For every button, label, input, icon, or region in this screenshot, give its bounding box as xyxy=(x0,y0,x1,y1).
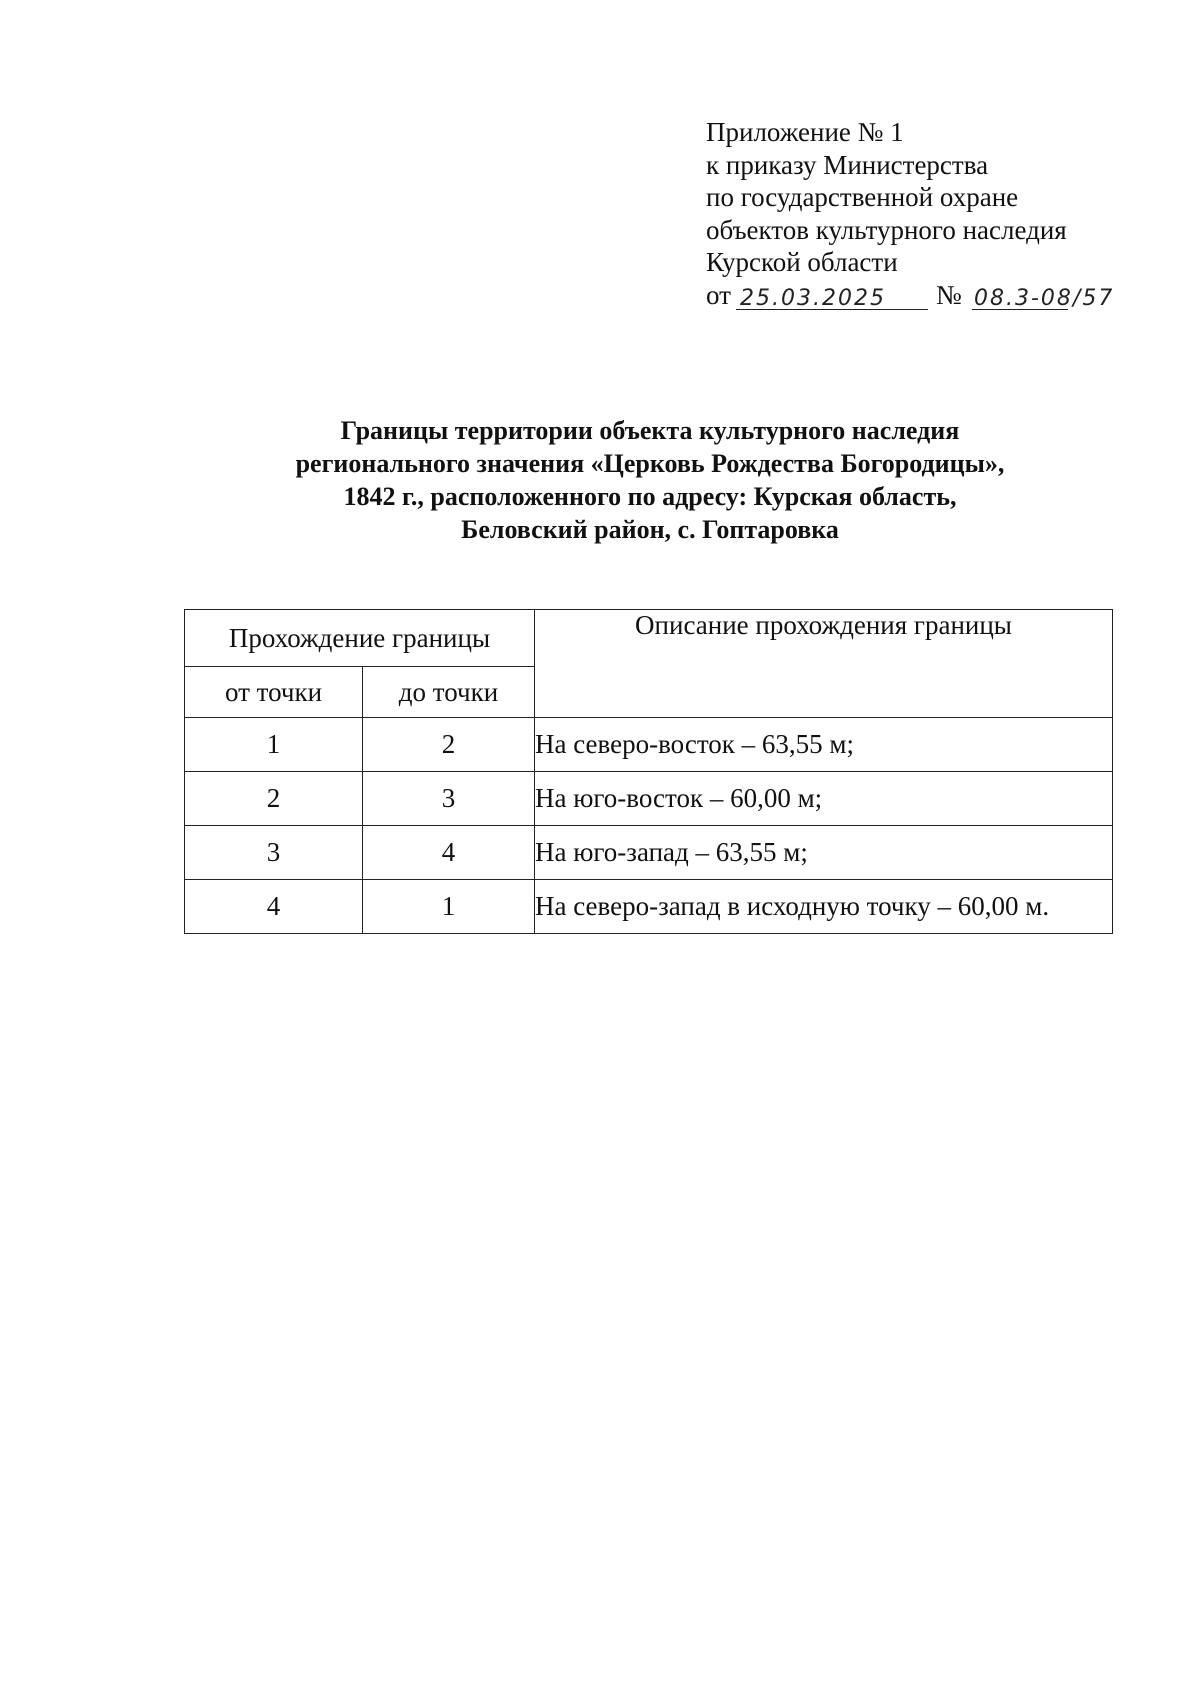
order-date-handwritten: 25.03.2025 xyxy=(740,285,886,311)
cell-from-point: 1 xyxy=(185,718,363,772)
appendix-line-2: к приказу Министерства xyxy=(706,149,989,180)
cell-description: На северо-восток – 63,55 м; xyxy=(535,718,1113,772)
cell-to-point: 1 xyxy=(363,880,535,934)
cell-from-point: 4 xyxy=(185,880,363,934)
appendix-line-5: Курской области xyxy=(706,247,898,277)
cell-from-point: 2 xyxy=(185,772,363,826)
document-title xyxy=(180,414,1120,546)
title-line-1: Границы территории объекта культурного наследия xyxy=(340,416,960,445)
cell-description: На юго-восток – 60,00 м; xyxy=(535,772,1113,826)
cell-description: На северо-запад в исходную точку – 60,00 м. xyxy=(535,880,1113,934)
cell-from-point: 3 xyxy=(185,826,363,880)
table-header-row xyxy=(185,610,1113,667)
header-boundary-passage: Прохождение границы xyxy=(185,610,535,667)
appendix-header xyxy=(706,116,1115,313)
title-line-4: Беловский район, с. Гоптаровка xyxy=(461,515,839,544)
date-prefix: от xyxy=(706,279,731,310)
order-number-handwritten: 08.3-08/57 xyxy=(974,285,1115,311)
table-row xyxy=(185,718,1113,772)
boundary-table xyxy=(184,609,1113,934)
header-from-point: от точки xyxy=(185,667,363,718)
header-description: Описание прохождения границы xyxy=(535,610,1113,718)
cell-description: На юго-запад – 63,55 м; xyxy=(535,826,1113,880)
table-row xyxy=(185,826,1113,880)
table-row xyxy=(185,772,1113,826)
appendix-line-3: по государственной охране xyxy=(706,182,1019,212)
header-to-point: до точки xyxy=(363,667,535,718)
title-line-2: регионального значения «Церковь Рождества Богородицы», xyxy=(295,449,1005,478)
number-prefix: № xyxy=(936,279,962,310)
order-date-number-line xyxy=(706,279,1115,313)
cell-to-point: 2 xyxy=(363,718,535,772)
title-line-3: 1842 г., расположенного по адресу: Курская область, xyxy=(343,482,957,511)
cell-to-point: 4 xyxy=(363,826,535,880)
appendix-line-4: объектов культурного наследия xyxy=(706,214,1067,245)
cell-to-point: 3 xyxy=(363,772,535,826)
table-row xyxy=(185,880,1113,934)
appendix-line-1: Приложение № 1 xyxy=(706,117,904,147)
